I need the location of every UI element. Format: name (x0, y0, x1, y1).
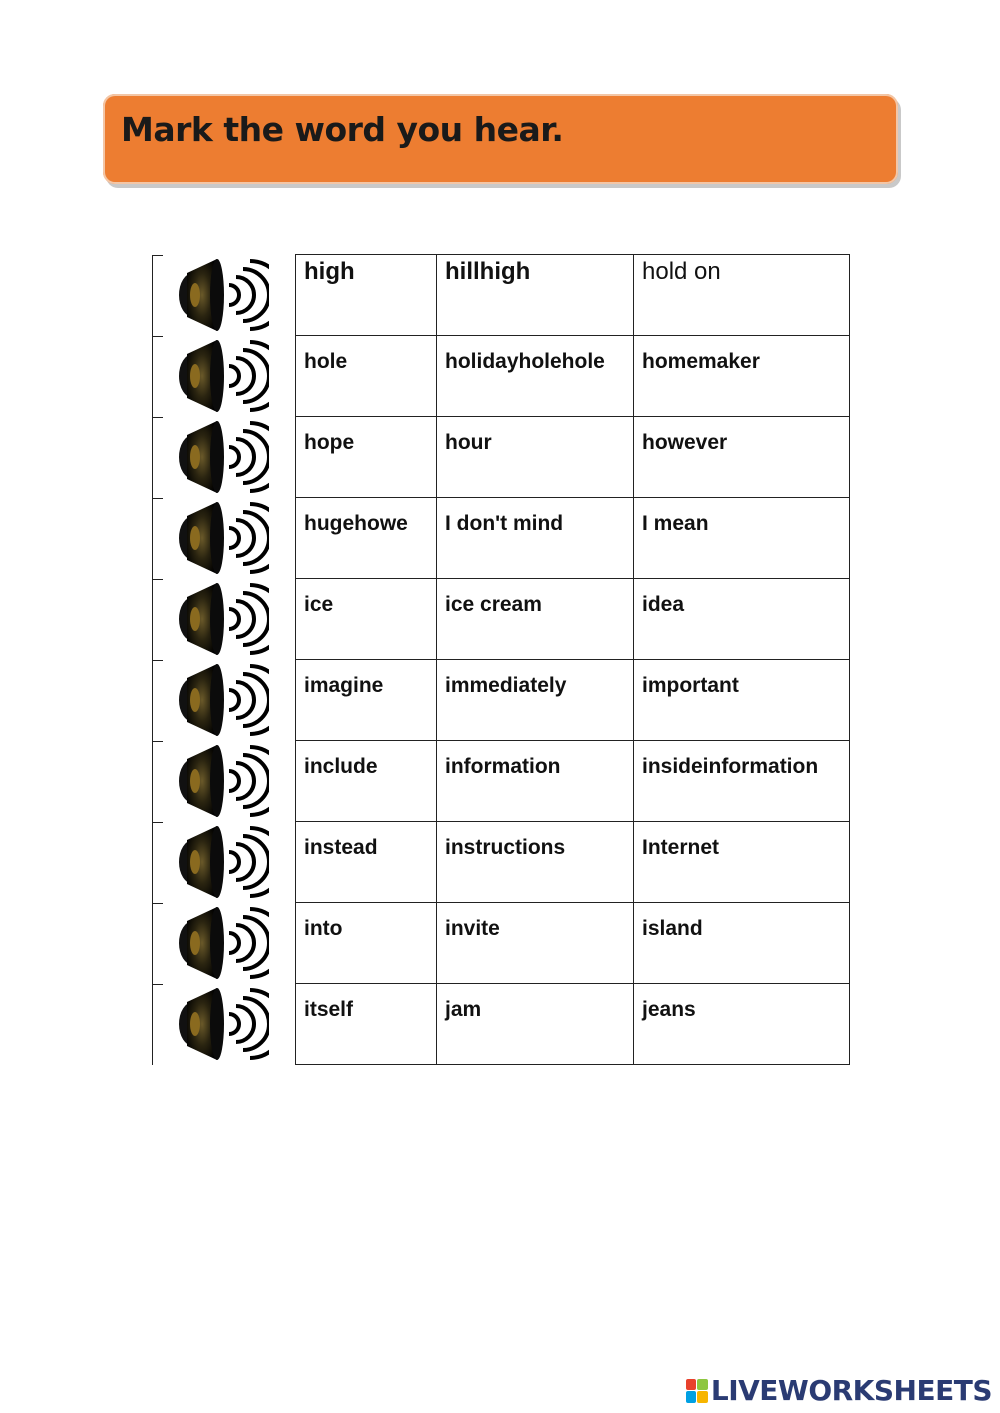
word-option-cell (296, 417, 437, 498)
word-option[interactable]: insideinformation (642, 755, 819, 778)
word-option-cell (296, 336, 437, 417)
table-row (153, 255, 850, 336)
word-option[interactable]: hour (445, 431, 492, 454)
speaker-icon[interactable] (173, 660, 269, 740)
speaker-icon[interactable] (173, 255, 269, 335)
row-divider-tick (153, 660, 163, 661)
word-option-cell (296, 903, 437, 984)
row-divider-tick (153, 741, 163, 742)
word-option[interactable]: hillhigh (445, 258, 531, 285)
speaker-cell (153, 660, 296, 741)
table-row (153, 498, 850, 579)
word-option-cell (437, 660, 634, 741)
word-option[interactable]: instructions (445, 836, 566, 859)
row-divider-tick (153, 336, 163, 337)
word-option-cell (296, 822, 437, 903)
page-title: Mark the word you hear. (121, 110, 564, 149)
word-option-cell (437, 822, 634, 903)
word-option[interactable]: itself (304, 998, 354, 1021)
word-option-cell (296, 984, 437, 1065)
word-option[interactable]: island (642, 917, 703, 940)
word-option[interactable]: instead (304, 836, 378, 859)
word-option-cell (437, 255, 634, 336)
word-option-cell (634, 255, 850, 336)
word-option[interactable]: homemaker (642, 350, 760, 373)
speaker-cell (153, 822, 296, 903)
table-row (153, 903, 850, 984)
word-option-cell (296, 579, 437, 660)
table-row (153, 822, 850, 903)
word-option-cell (296, 741, 437, 822)
word-option-cell (437, 336, 634, 417)
word-option-cell (634, 741, 850, 822)
title-banner (103, 94, 898, 184)
logo-mark-icon (686, 1379, 708, 1403)
word-option[interactable]: jeans (642, 998, 696, 1021)
row-divider-tick (153, 903, 163, 904)
speaker-cell (153, 984, 296, 1065)
word-option-cell (634, 984, 850, 1065)
word-option[interactable]: hold on (642, 258, 721, 285)
speaker-icon[interactable] (173, 498, 269, 578)
word-option[interactable]: immediately (445, 674, 567, 697)
word-option-cell (634, 336, 850, 417)
word-option[interactable]: hugehowe (304, 512, 408, 535)
speaker-icon[interactable] (173, 822, 269, 902)
table-row (153, 579, 850, 660)
word-option[interactable]: I don't mind (445, 512, 564, 535)
row-divider-tick (153, 417, 163, 418)
word-option-cell (634, 822, 850, 903)
liveworksheets-logo (686, 1374, 992, 1407)
word-option-cell (437, 498, 634, 579)
word-option[interactable]: high (304, 258, 355, 285)
word-table (152, 254, 850, 1065)
word-option-cell (437, 903, 634, 984)
row-divider-tick (153, 984, 163, 985)
brand-name: LIVEWORKSHEETS (710, 1374, 992, 1407)
speaker-icon[interactable] (173, 579, 269, 659)
word-option-cell (437, 417, 634, 498)
word-option[interactable]: hole (304, 350, 348, 373)
speaker-icon[interactable] (173, 984, 269, 1064)
word-option[interactable]: Internet (642, 836, 720, 859)
word-option[interactable]: hope (304, 431, 355, 454)
table-row (153, 984, 850, 1065)
word-option[interactable]: information (445, 755, 561, 778)
word-option-cell (437, 984, 634, 1065)
word-option[interactable]: include (304, 755, 378, 778)
word-option-cell (634, 579, 850, 660)
speaker-cell (153, 336, 296, 417)
word-option-cell (296, 498, 437, 579)
table-row (153, 660, 850, 741)
word-option-cell (437, 579, 634, 660)
word-option-cell (634, 903, 850, 984)
word-option-cell (437, 741, 634, 822)
word-option[interactable]: important (642, 674, 739, 697)
table-row (153, 336, 850, 417)
word-option[interactable]: ice (304, 593, 334, 616)
speaker-cell (153, 741, 296, 822)
speaker-cell (153, 417, 296, 498)
word-option-cell (634, 660, 850, 741)
word-option-cell (296, 255, 437, 336)
word-option-cell (296, 660, 437, 741)
word-option-cell (634, 498, 850, 579)
word-option[interactable]: holidayholehole (445, 350, 605, 373)
row-divider-tick (153, 255, 163, 256)
row-divider-tick (153, 498, 163, 499)
word-option-cell (634, 417, 850, 498)
word-option[interactable]: idea (642, 593, 685, 616)
word-option[interactable]: jam (445, 998, 482, 1021)
speaker-icon[interactable] (173, 336, 269, 416)
word-option[interactable]: imagine (304, 674, 384, 697)
word-option[interactable]: invite (445, 917, 500, 940)
table-row (153, 741, 850, 822)
word-option[interactable]: into (304, 917, 343, 940)
speaker-icon[interactable] (173, 903, 269, 983)
speaker-cell (153, 255, 296, 336)
speaker-cell (153, 579, 296, 660)
speaker-icon[interactable] (173, 741, 269, 821)
row-divider-tick (153, 822, 163, 823)
speaker-cell (153, 498, 296, 579)
speaker-cell (153, 903, 296, 984)
word-option[interactable]: however (642, 431, 728, 454)
speaker-icon[interactable] (173, 417, 269, 497)
table-row (153, 417, 850, 498)
word-option[interactable]: I mean (642, 512, 709, 535)
row-divider-tick (153, 579, 163, 580)
word-option[interactable]: ice cream (445, 593, 542, 616)
